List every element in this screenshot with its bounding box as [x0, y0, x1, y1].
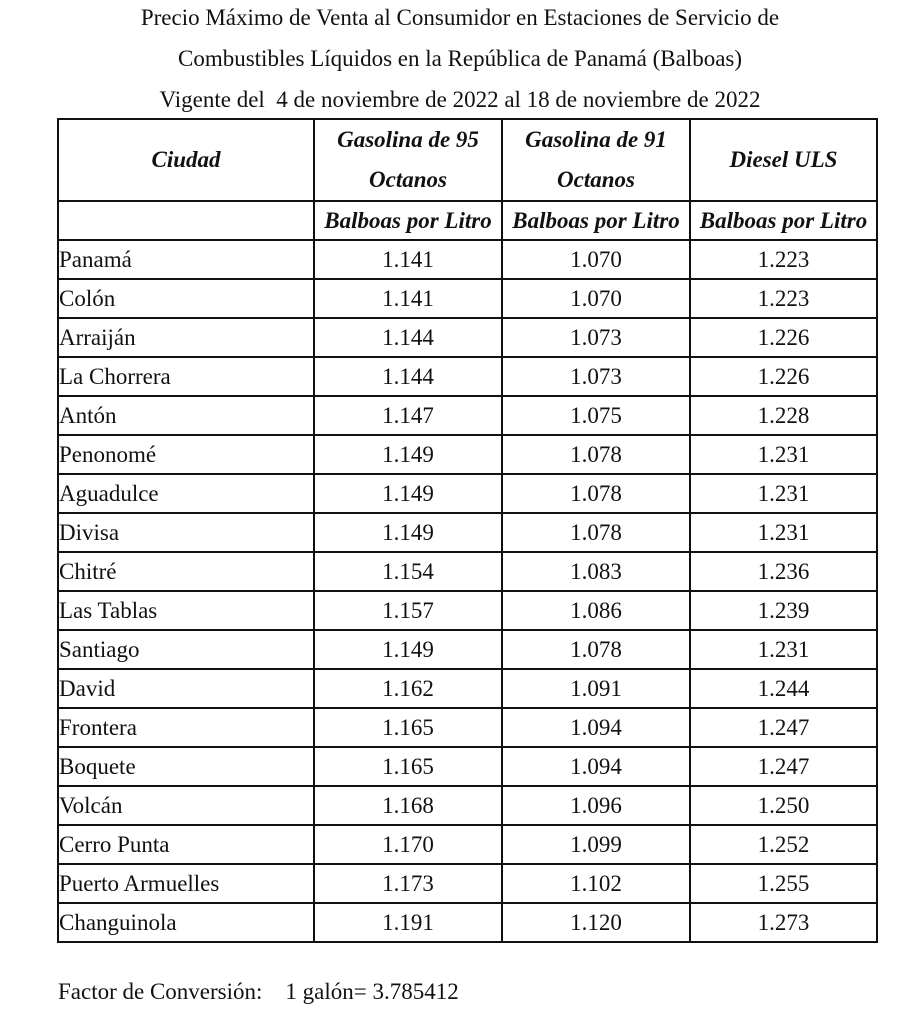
header-gas95: Gasolina de 95 Octanos — [314, 119, 502, 201]
gas95-price-cell: 1.144 — [314, 357, 502, 396]
gas91-price-cell: 1.078 — [502, 513, 690, 552]
table-row — [58, 825, 877, 864]
gas91-price-cell: 1.091 — [502, 669, 690, 708]
units-row — [58, 201, 877, 240]
table-row — [58, 864, 877, 903]
table-row — [58, 669, 877, 708]
table-row — [58, 435, 877, 474]
conversion-value: 1 galón= 3.785412 — [285, 979, 459, 1004]
city-cell: Santiago — [58, 630, 314, 669]
conversion-factor — [58, 975, 459, 1009]
diesel-price-cell: 1.231 — [690, 513, 877, 552]
city-cell: Boquete — [58, 747, 314, 786]
table-row — [58, 318, 877, 357]
gas95-price-cell: 1.149 — [314, 435, 502, 474]
gas95-price-cell: 1.141 — [314, 240, 502, 279]
gas95-price-cell: 1.191 — [314, 903, 502, 942]
gas95-price-cell: 1.147 — [314, 396, 502, 435]
gas91-price-cell: 1.075 — [502, 396, 690, 435]
document-title — [0, 0, 920, 121]
gas91-price-cell: 1.099 — [502, 825, 690, 864]
units-diesel: Balboas por Litro — [690, 201, 877, 240]
header-city: Ciudad — [58, 119, 314, 201]
diesel-price-cell: 1.247 — [690, 708, 877, 747]
gas95-price-cell: 1.154 — [314, 552, 502, 591]
units-city-empty — [58, 201, 314, 240]
title-line-1: Precio Máximo de Venta al Consumidor en Estaciones de Servicio de — [140, 5, 780, 30]
gas95-price-cell: 1.165 — [314, 708, 502, 747]
diesel-price-cell: 1.231 — [690, 630, 877, 669]
city-cell: Volcán — [58, 786, 314, 825]
fuel-price-table — [57, 118, 878, 943]
gas95-price-cell: 1.162 — [314, 669, 502, 708]
gas95-price-cell: 1.144 — [314, 318, 502, 357]
city-cell: Antón — [58, 396, 314, 435]
gas95-price-cell: 1.149 — [314, 630, 502, 669]
diesel-price-cell: 1.247 — [690, 747, 877, 786]
city-cell: Cerro Punta — [58, 825, 314, 864]
gas91-price-cell: 1.086 — [502, 591, 690, 630]
diesel-price-cell: 1.231 — [690, 474, 877, 513]
diesel-price-cell: 1.228 — [690, 396, 877, 435]
table-row — [58, 630, 877, 669]
gas91-price-cell: 1.078 — [502, 630, 690, 669]
table-row — [58, 279, 877, 318]
table-row — [58, 474, 877, 513]
diesel-price-cell: 1.239 — [690, 591, 877, 630]
table-row — [58, 786, 877, 825]
gas95-price-cell: 1.157 — [314, 591, 502, 630]
gas95-price-cell: 1.141 — [314, 279, 502, 318]
diesel-price-cell: 1.223 — [690, 240, 877, 279]
table-row — [58, 552, 877, 591]
conversion-label: Factor de Conversión: — [58, 979, 263, 1004]
gas95-price-cell: 1.165 — [314, 747, 502, 786]
gas91-price-cell: 1.073 — [502, 357, 690, 396]
units-gas95: Balboas por Litro — [314, 201, 502, 240]
title-line-3: Vigente del 4 de noviembre de 2022 al 18 de noviembre de 2022 — [159, 87, 761, 112]
table-row — [58, 396, 877, 435]
title-line-2: Combustibles Líquidos en la República de Panamá (Balboas) — [177, 46, 743, 71]
city-cell: La Chorrera — [58, 357, 314, 396]
city-cell: Las Tablas — [58, 591, 314, 630]
city-cell: Panamá — [58, 240, 314, 279]
city-cell: Colón — [58, 279, 314, 318]
gas91-price-cell: 1.102 — [502, 864, 690, 903]
city-cell: Chitré — [58, 552, 314, 591]
table-row — [58, 747, 877, 786]
city-cell: Arraiján — [58, 318, 314, 357]
table-row — [58, 357, 877, 396]
gas91-price-cell: 1.073 — [502, 318, 690, 357]
city-cell: Puerto Armuelles — [58, 864, 314, 903]
table-row — [58, 708, 877, 747]
diesel-price-cell: 1.236 — [690, 552, 877, 591]
gas91-price-cell: 1.094 — [502, 708, 690, 747]
header-gas91: Gasolina de 91 Octanos — [502, 119, 690, 201]
table-row — [58, 513, 877, 552]
city-cell: David — [58, 669, 314, 708]
gas91-price-cell: 1.083 — [502, 552, 690, 591]
table-row — [58, 591, 877, 630]
diesel-price-cell: 1.250 — [690, 786, 877, 825]
diesel-price-cell: 1.255 — [690, 864, 877, 903]
city-cell: Penonomé — [58, 435, 314, 474]
gas95-price-cell: 1.170 — [314, 825, 502, 864]
gas95-price-cell: 1.168 — [314, 786, 502, 825]
gas91-price-cell: 1.120 — [502, 903, 690, 942]
header-row — [58, 119, 877, 201]
diesel-price-cell: 1.223 — [690, 279, 877, 318]
header-diesel: Diesel ULS — [690, 119, 877, 201]
gas91-price-cell: 1.070 — [502, 279, 690, 318]
table-row — [58, 240, 877, 279]
gas95-price-cell: 1.149 — [314, 513, 502, 552]
diesel-price-cell: 1.226 — [690, 318, 877, 357]
gas91-price-cell: 1.078 — [502, 474, 690, 513]
table-row — [58, 903, 877, 942]
gas95-price-cell: 1.173 — [314, 864, 502, 903]
units-gas91: Balboas por Litro — [502, 201, 690, 240]
diesel-price-cell: 1.231 — [690, 435, 877, 474]
gas91-price-cell: 1.078 — [502, 435, 690, 474]
city-cell: Changuinola — [58, 903, 314, 942]
city-cell: Aguadulce — [58, 474, 314, 513]
city-cell: Divisa — [58, 513, 314, 552]
gas91-price-cell: 1.070 — [502, 240, 690, 279]
city-cell: Frontera — [58, 708, 314, 747]
diesel-price-cell: 1.244 — [690, 669, 877, 708]
gas95-price-cell: 1.149 — [314, 474, 502, 513]
diesel-price-cell: 1.273 — [690, 903, 877, 942]
gas91-price-cell: 1.094 — [502, 747, 690, 786]
gas91-price-cell: 1.096 — [502, 786, 690, 825]
diesel-price-cell: 1.252 — [690, 825, 877, 864]
diesel-price-cell: 1.226 — [690, 357, 877, 396]
